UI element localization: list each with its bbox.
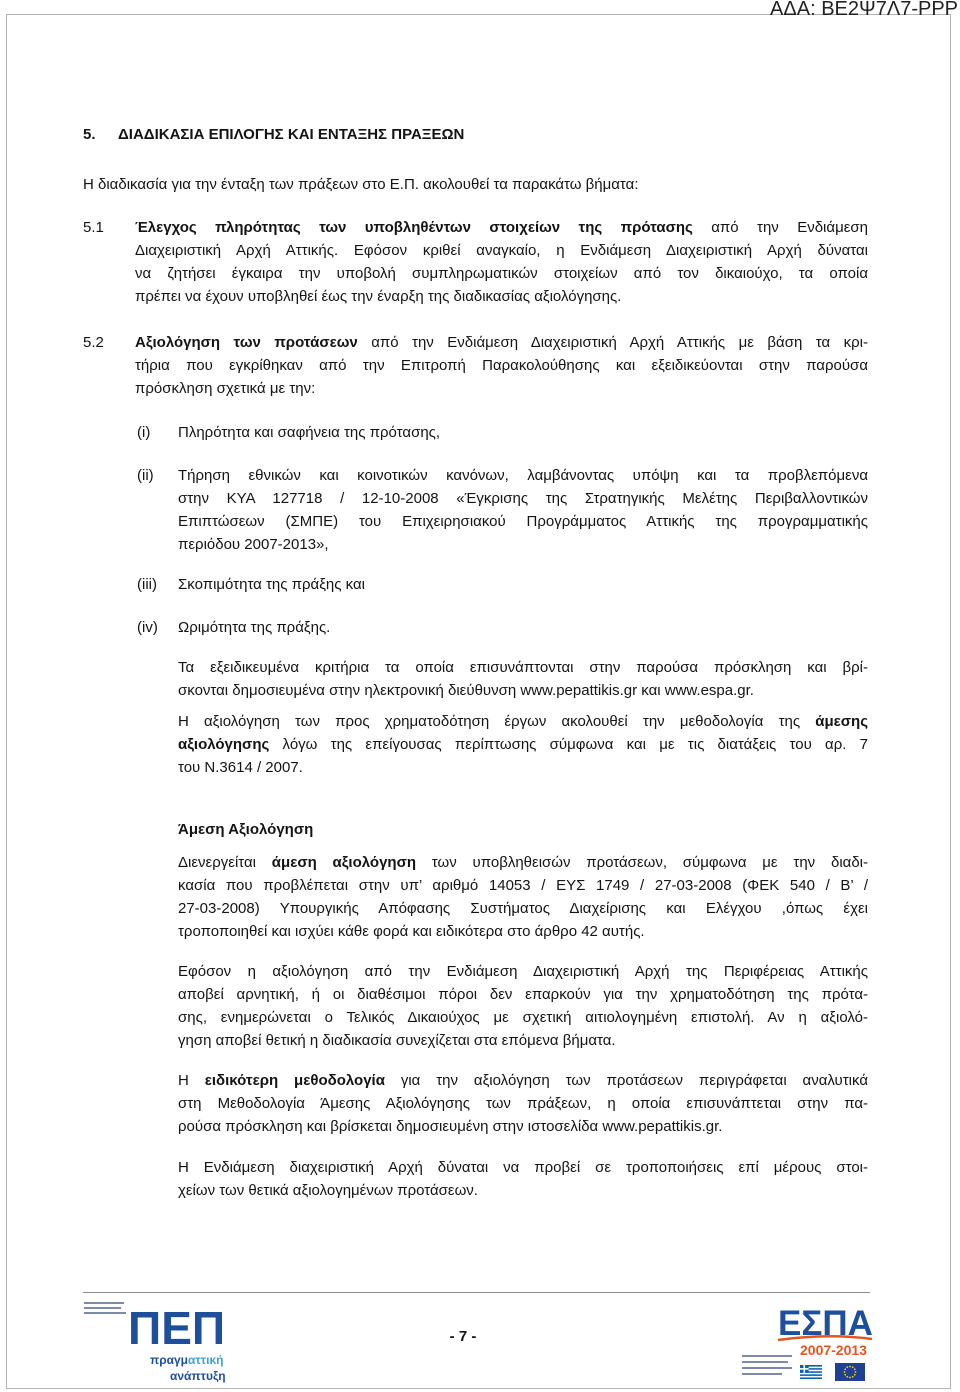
text-run: Η αξιολόγηση των προς χρηματοδότηση έργων ακολουθεί την μεθοδολογία της	[178, 713, 816, 730]
logo-fine-print	[742, 1367, 792, 1369]
list-marker: (iv)	[137, 619, 158, 636]
text-line: τροποποιηθεί και ισχύει κάθε φορά και ειδικότερα στο άρθρο 42 αυτής.	[178, 923, 645, 940]
section-heading	[83, 123, 464, 146]
bold-phrase: Έλεγχος πληρότητας των υποβληθέντων στοιχείων της πρότασης	[135, 219, 693, 236]
subsection-heading: Άμεση Αξιολόγηση	[178, 821, 314, 838]
ada-code: ΑΔΑ: ΒΕ2Ψ7Λ7-ΡΡΡ	[770, 0, 958, 20]
text-line: αποβεί αρνητική, ή οι διαθέσιμοι πόροι δεν επαρκούν για την χρηματοδότηση της πρότα-	[178, 986, 868, 1003]
eu-flag-star	[854, 1374, 856, 1376]
text-line: σης, ενημερώνεται ο Τελικός Δικαιούχος με σχετική αιτιολογημένη επιστολή. Αν η αξιολό-	[178, 1009, 868, 1026]
eu-flag-star	[844, 1371, 846, 1373]
text-run: Διενεργείται	[178, 854, 272, 871]
logo-fine-print	[742, 1355, 792, 1357]
text-line: χείων των θετικά αξιολογημένων προτάσεων.	[178, 1182, 478, 1199]
text-line: σκονται δημοσιευμένα στην ηλεκτρονική διεύθυνση www.pepattikis.gr και www.espa.gr.	[178, 682, 754, 699]
list-item	[178, 464, 868, 556]
logo-fine-print	[84, 1307, 121, 1309]
eu-flag-star	[846, 1366, 848, 1368]
paragraph-direct-eval	[178, 851, 868, 943]
text-line: του Ν.3614 / 2007.	[178, 759, 303, 776]
pep-tagline-part: πραγμ	[150, 1353, 189, 1367]
text-run: για την αξιολόγηση των προτάσεων περιγράφεται αναλυτικά	[384, 1072, 868, 1089]
espa-period: 2007-2013	[800, 1342, 867, 1358]
eu-flag-star	[846, 1376, 848, 1378]
paragraph-methodology	[178, 1069, 868, 1138]
bold-phrase: Αξιολόγηση των προτάσεων	[135, 334, 358, 351]
list-item	[178, 616, 868, 639]
eu-flag-star	[849, 1377, 851, 1379]
text-line: ρούσα πρόσκληση και βρίσκεται δημοσιευμένη στην ιστοσελίδα www.pepattikis.gr.	[178, 1118, 723, 1135]
text-line: πρόσκληση σχετικά με την:	[135, 380, 316, 397]
text-line: Σκοπιμότητα της πράξης και	[178, 576, 365, 593]
text-run: λόγω της επείγουσας περίπτωσης σύμφωνα και με τις διατάξεις του αρ. 7	[269, 736, 868, 753]
text-run: από την Ενδιάμεση Διαχειριστική Αρχή Αττικής με βάση τα κρι-	[357, 334, 868, 351]
text-line: Η Ενδιάμεση διαχειριστική Αρχή δύναται να προβεί σε τροποποιήσεις επί μέρους στοι-	[178, 1159, 868, 1176]
footer-rule	[83, 1292, 870, 1293]
text-line: Τήρηση εθνικών και κοινοτικών κανόνων, λαμβάνοντας υπόψη και τα προβλεπόμενα	[178, 467, 868, 484]
list-item	[178, 573, 868, 596]
text-line	[178, 733, 868, 756]
text-run: Η	[178, 1072, 205, 1089]
text-line: πρέπει να έχουν υποβληθεί έως την έναρξη της διαδικασίας αξιολόγησης.	[135, 288, 622, 305]
logo-fine-print	[742, 1361, 788, 1363]
text-run: των υποβληθεισών προτάσεων, σύμφωνα με την διαδι-	[416, 854, 868, 871]
step-5-1-text	[135, 216, 868, 308]
list-marker: (i)	[137, 424, 151, 441]
eu-flag-icon	[835, 1363, 865, 1381]
text-line: Επιπτώσεων (ΣΜΠΕ) του Επιχειρησιακού Προγράμματος Αττικής της προγραμματικής	[178, 513, 868, 530]
text-line: Εφόσον η αξιολόγηση από την Ενδιάμεση Διαχειριστική Αρχή της Περιφέρειας Αττικής	[178, 963, 868, 980]
paragraph-negative-outcome	[178, 960, 868, 1052]
bold-phrase: ειδικότερη μεθοδολογία	[204, 1072, 385, 1089]
text-line	[178, 1069, 868, 1092]
eu-flag-star	[844, 1368, 846, 1370]
bold-phrase: άμεσης	[815, 713, 868, 730]
eu-flag-star	[849, 1366, 851, 1368]
greek-flag-cross	[800, 1368, 809, 1370]
section-number: 5.	[83, 126, 96, 143]
pep-tagline-part: ανάπτυξη	[170, 1369, 226, 1383]
greek-flag-stripe	[800, 1376, 822, 1378]
intro-text: Η διαδικασία για την ένταξη των πράξεων στο Ε.Π. ακολουθεί τα παρακάτω βήματα:	[83, 176, 639, 193]
text-line: Πληρότητα και σαφήνεια της πρότασης,	[178, 424, 441, 441]
eu-flag-star	[855, 1371, 857, 1373]
text-line: γηση αποβεί θετική η διαδικασία συνεχίζεται στα επόμενα βήματα.	[178, 1032, 616, 1049]
text-line: στην ΚΥΑ 127718 / 12-10-2008 «Έγκρισης της Στρατηγικής Μελέτης Περιβαλλοντικών	[178, 490, 868, 507]
text-line: Διαχειριστική Αρχή Αττικής. Εφόσον κριθεί αναγκαίο, η Ενδιάμεση Διαχειριστική Αρχή δύναται	[135, 242, 868, 259]
text-line	[135, 216, 868, 239]
step-number-5-1: 5.1	[83, 219, 104, 236]
logo-fine-print	[84, 1302, 124, 1304]
list-marker: (ii)	[137, 467, 154, 484]
text-line	[178, 710, 868, 733]
eu-flag-star	[844, 1374, 846, 1376]
text-run: από την Ενδιάμεση	[692, 219, 868, 236]
eu-flag-star	[854, 1368, 856, 1370]
section-title: ΔΙΑΔΙΚΑΣΙΑ ΕΠΙΛΟΓΗΣ ΚΑΙ ΕΝΤΑΞΗΣ ΠΡΑΞΕΩΝ	[118, 126, 465, 143]
text-line: περιόδου 2007-2013»,	[178, 536, 329, 553]
paragraph-criteria-published	[178, 656, 868, 702]
paragraph-method	[178, 710, 868, 779]
text-line: Τα εξειδικευμένα κριτήρια τα οποία επισυνάπτονται στην παρούσα πρόσκληση και βρί-	[178, 659, 868, 676]
bold-phrase: αξιολόγησης	[178, 736, 270, 753]
text-line: κασία που προβλέπεται στην υπ’ αριθμό 14053 / ΕΥΣ 1749 / 27-03-2008 (ΦΕΚ 540 / Β’ /	[178, 877, 868, 894]
espa-logo	[738, 1295, 878, 1387]
paragraph-amendments	[178, 1156, 868, 1202]
list-marker: (iii)	[137, 576, 157, 593]
logo-fine-print	[84, 1312, 126, 1314]
step-number-5-2: 5.2	[83, 334, 104, 351]
pep-tagline	[150, 1353, 223, 1367]
text-line: 27-03-2008) Υπουργικής Απόφασης Συστήματος Διαχείρισης και Ελέγχου ,όπως έχει	[178, 900, 868, 917]
text-line	[178, 851, 868, 874]
text-line: Ωριμότητα της πράξης.	[178, 619, 331, 636]
text-line: να ζητήσει έγκαιρα την υποβολή συμπληρωματικών στοιχείων από τον δικαιούχο, τα οποία	[135, 265, 868, 282]
text-line: τήρια που εγκρίθηκαν από την Επιτροπή Παρακολούθησης και εξειδικεύονται στην παρούσα	[135, 357, 868, 374]
espa-wordmark: ΕΣΠΑ	[778, 1304, 873, 1343]
eu-flag-star	[852, 1376, 854, 1378]
page-number: - 7 -	[449, 1328, 477, 1345]
list-item	[178, 421, 868, 444]
greek-flag-stripe	[800, 1373, 822, 1375]
pep-tagline-part: αττική	[188, 1353, 224, 1367]
eu-flag-star	[852, 1366, 854, 1368]
logo-fine-print	[742, 1373, 782, 1375]
pep-logo	[82, 1296, 234, 1388]
text-line: στη Μεθοδολογία Άμεσης Αξιολόγησης των πράξεων, η οποία επισυνάπτεται στην πα-	[178, 1095, 868, 1112]
bold-phrase: άμεση αξιολόγηση	[271, 854, 417, 871]
pep-wordmark: ΠΕΠ	[128, 1302, 226, 1354]
text-line	[135, 331, 868, 354]
step-5-2-text	[135, 331, 868, 400]
greek-flag-icon	[800, 1365, 822, 1379]
